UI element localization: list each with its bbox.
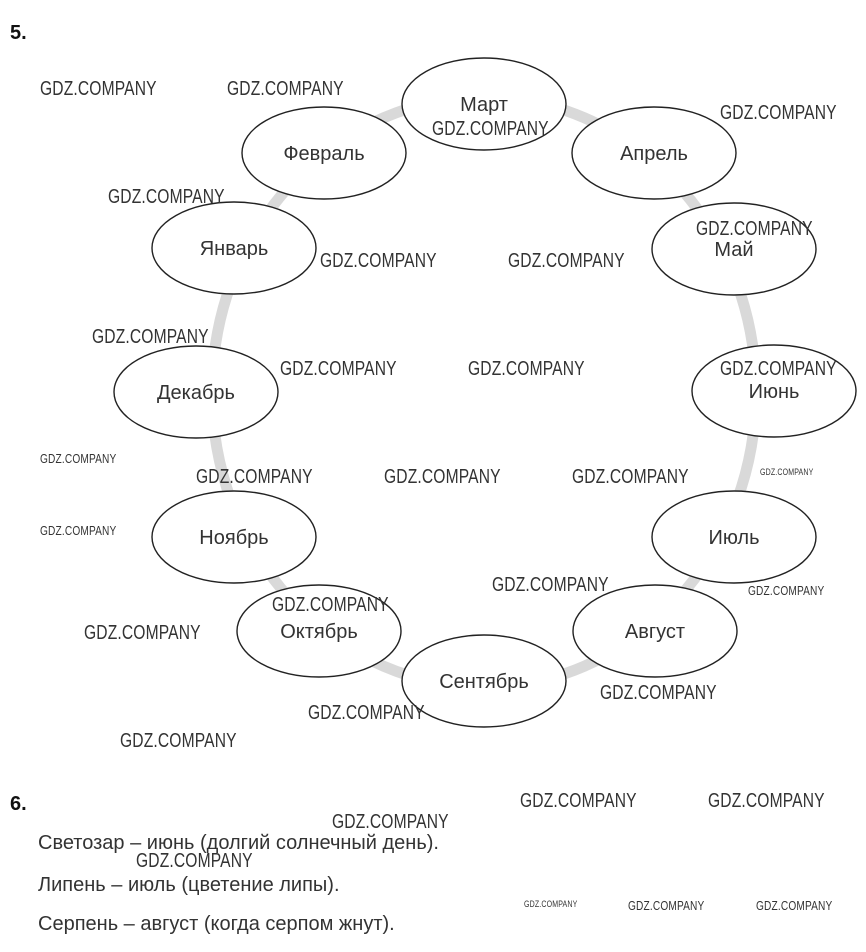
- watermark: GDZ.COMPANY: [280, 358, 397, 380]
- watermark: GDZ.COMPANY: [708, 790, 825, 812]
- watermark: GDZ.COMPANY: [196, 466, 313, 488]
- month-label: Сентябрь: [439, 671, 529, 693]
- month-label: Февраль: [283, 143, 365, 165]
- watermark: GDZ.COMPANY: [320, 250, 437, 272]
- answer-line-1: Светозар – июнь (долгий солнечный день).: [38, 832, 439, 854]
- watermark: GDZ.COMPANY: [40, 451, 117, 466]
- month-label: Декабрь: [157, 382, 235, 404]
- month-label: Октябрь: [280, 621, 358, 643]
- watermark: GDZ.COMPANY: [308, 702, 425, 724]
- watermark: GDZ.COMPANY: [108, 186, 225, 208]
- month-label: Август: [624, 621, 686, 643]
- watermark: GDZ.COMPANY: [468, 358, 585, 380]
- watermark: GDZ.COMPANY: [600, 682, 717, 704]
- watermark: GDZ.COMPANY: [492, 574, 609, 596]
- month-node-september: [402, 635, 566, 727]
- task-5-number: 5.: [10, 22, 27, 44]
- month-label: Январь: [199, 238, 269, 260]
- month-label: Ноябрь: [199, 527, 269, 549]
- month-node-july: [652, 491, 816, 583]
- watermark: GDZ.COMPANY: [432, 118, 549, 140]
- watermark: GDZ.COMPANY: [332, 811, 449, 833]
- month-label: Май: [714, 239, 754, 261]
- watermark: GDZ.COMPANY: [524, 899, 578, 909]
- watermark: GDZ.COMPANY: [40, 523, 117, 538]
- answer-line-2: Липень – июль (цветение липы).: [38, 874, 340, 896]
- month-label: Апрель: [620, 143, 688, 165]
- watermark: GDZ.COMPANY: [760, 467, 814, 477]
- watermark: GDZ.COMPANY: [384, 466, 501, 488]
- month-node-november: [152, 491, 316, 583]
- watermark: GDZ.COMPANY: [136, 850, 253, 872]
- watermark: GDZ.COMPANY: [720, 102, 837, 124]
- month-node-august: [573, 585, 737, 677]
- month-node-april: [572, 107, 736, 199]
- month-node-january: [152, 202, 316, 294]
- month-label: Июль: [708, 527, 760, 549]
- watermark: GDZ.COMPANY: [748, 583, 825, 598]
- watermark: GDZ.COMPANY: [227, 78, 344, 100]
- watermark: GDZ.COMPANY: [628, 898, 705, 913]
- watermark: GDZ.COMPANY: [720, 358, 837, 380]
- month-label: Июнь: [748, 381, 800, 403]
- month-node-december: [114, 346, 278, 438]
- watermark: GDZ.COMPANY: [84, 622, 201, 644]
- month-label: Март: [460, 94, 508, 116]
- watermark: GDZ.COMPANY: [92, 326, 209, 348]
- watermark: GDZ.COMPANY: [756, 898, 833, 913]
- month-node-may: [652, 203, 816, 295]
- watermark: GDZ.COMPANY: [508, 250, 625, 272]
- watermark: GDZ.COMPANY: [520, 790, 637, 812]
- watermark: GDZ.COMPANY: [40, 78, 157, 100]
- month-nodes: [114, 58, 856, 727]
- watermark: GDZ.COMPANY: [572, 466, 689, 488]
- watermark: GDZ.COMPANY: [120, 730, 237, 752]
- answer-line-3: Серпень – август (когда серпом жнут).: [38, 913, 395, 935]
- watermark: GDZ.COMPANY: [696, 218, 813, 240]
- month-node-february: [242, 107, 406, 199]
- task-6-number: 6.: [10, 793, 27, 815]
- watermark: GDZ.COMPANY: [272, 594, 389, 616]
